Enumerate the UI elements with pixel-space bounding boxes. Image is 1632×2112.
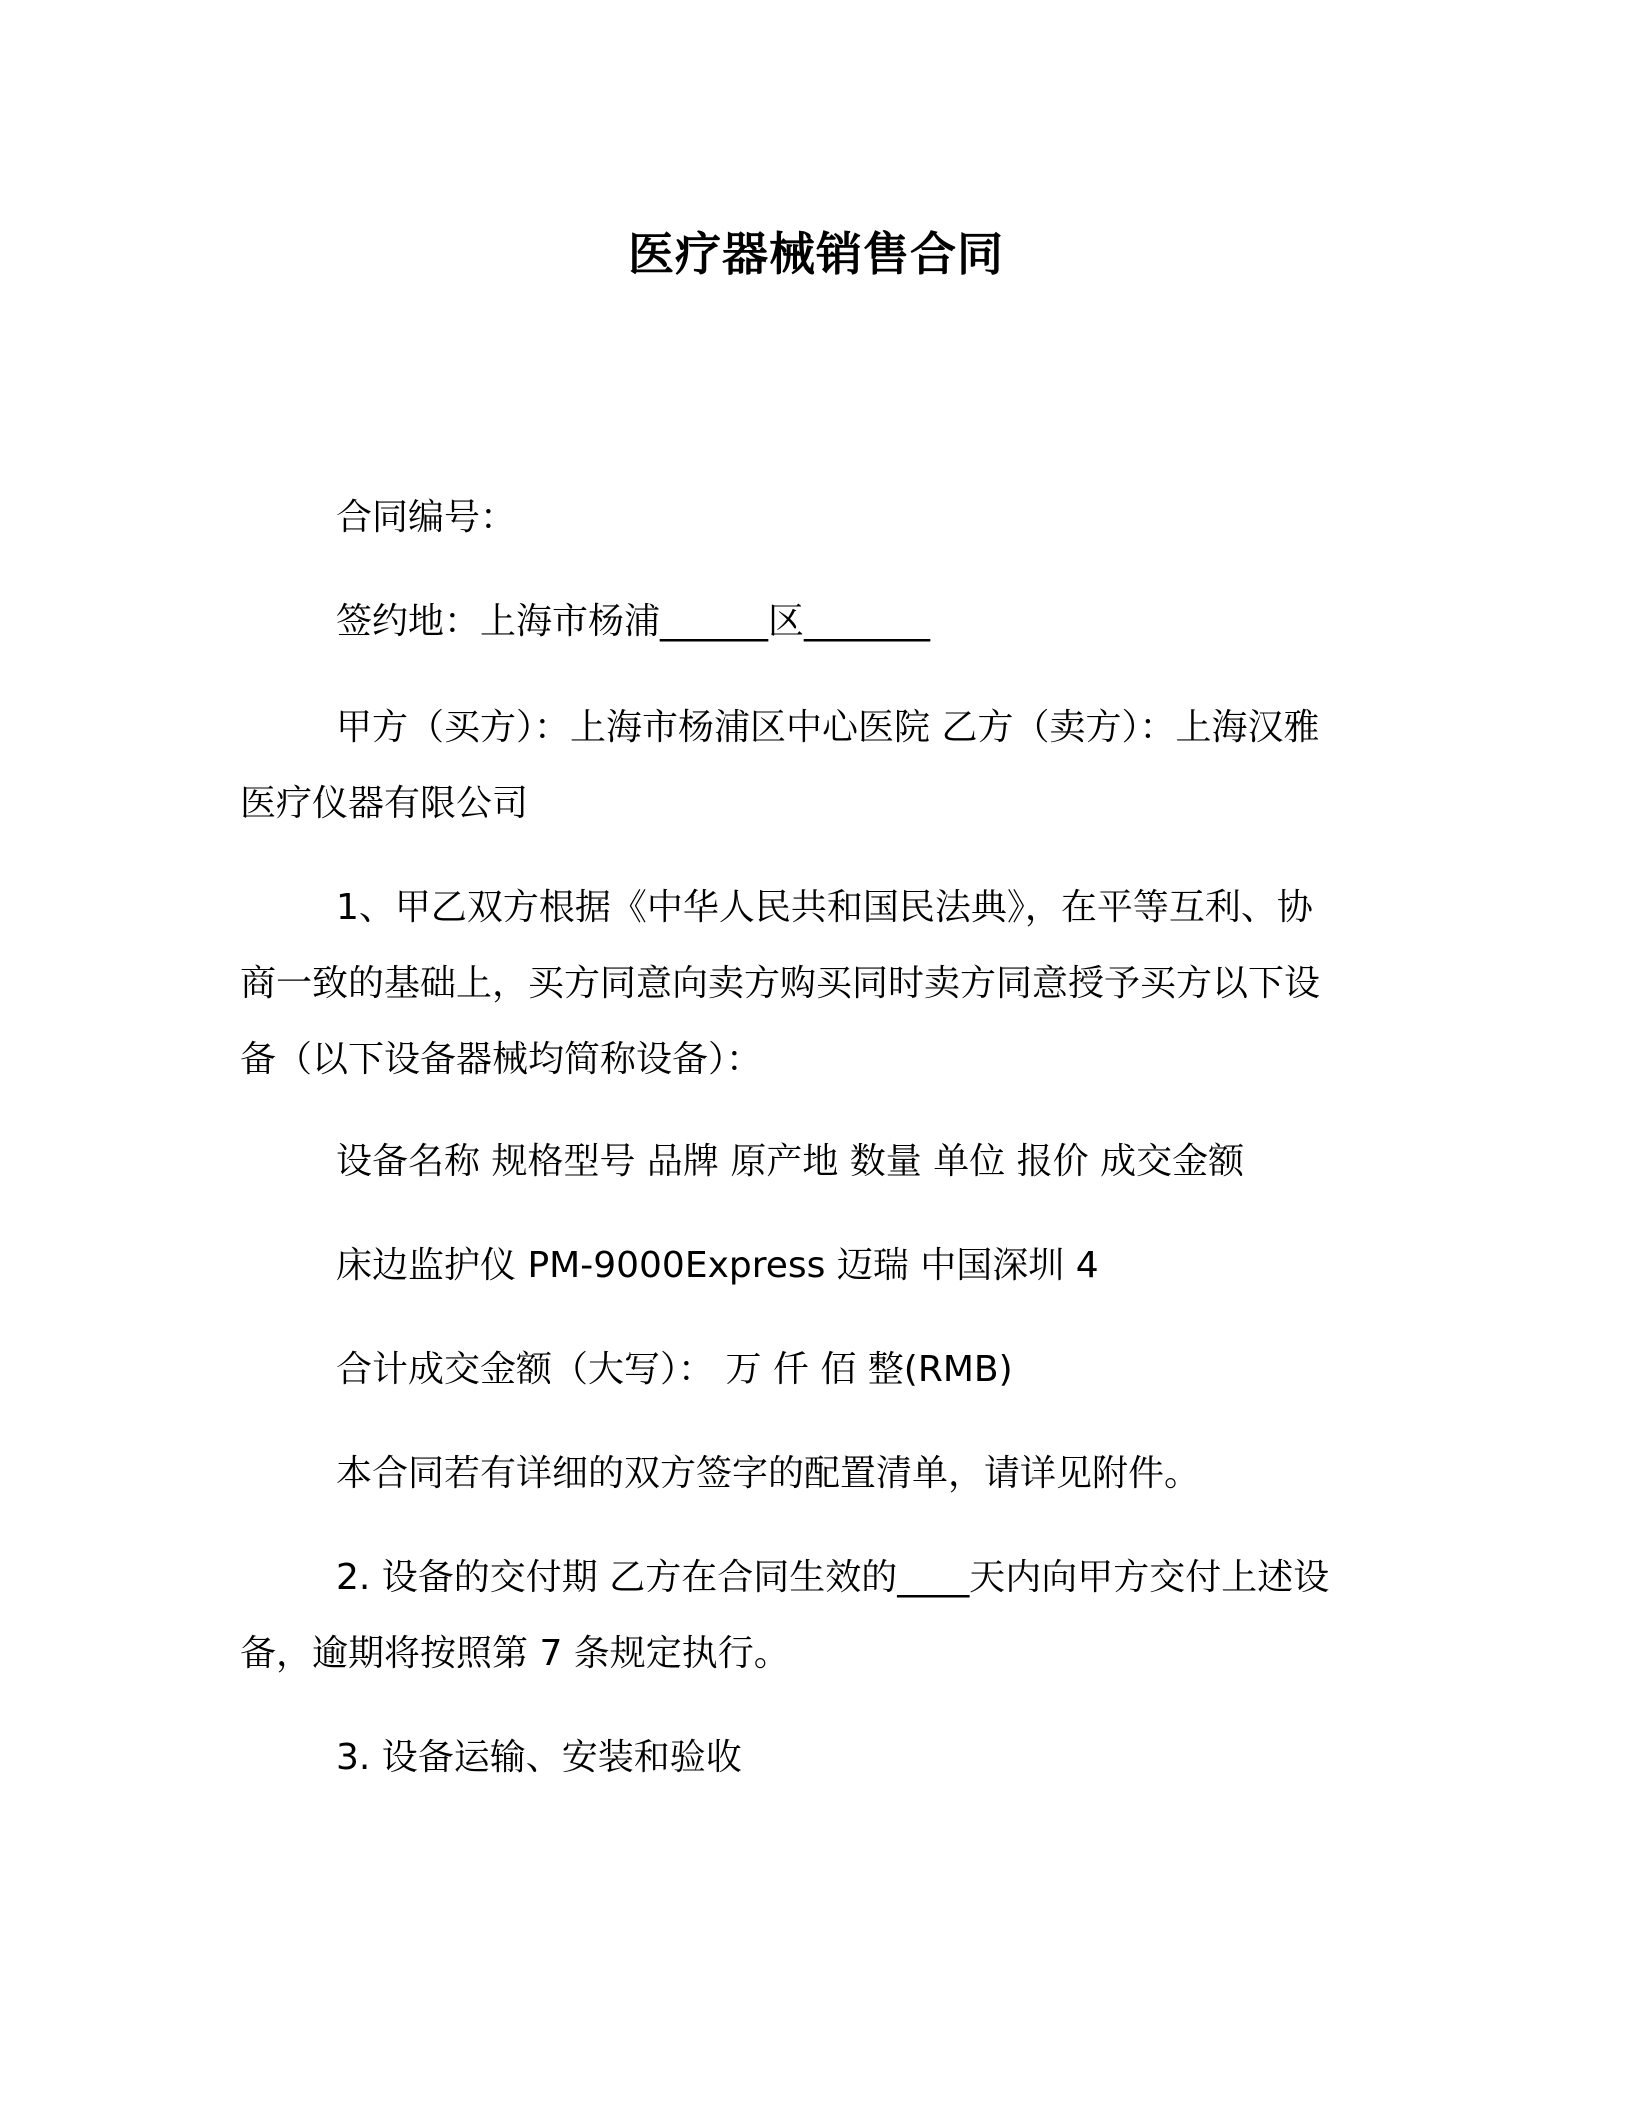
signing-place: 签约地：上海市杨浦______区_______ — [336, 601, 931, 642]
contract-number-label: 合同编号： — [336, 497, 517, 538]
clause-1-paragraph — [240, 870, 1390, 1098]
clause-1-line-1: 1、甲乙双方根据《中华人民共和国民法典》，在平等互利、协 — [336, 887, 1313, 928]
document-title: 医疗器械销售合同 — [628, 227, 1004, 281]
parties-paragraph — [240, 690, 1390, 842]
attachment-note: 本合同若有详细的双方签字的配置清单，请详见附件。 — [336, 1453, 1201, 1494]
clause-2-paragraph — [240, 1540, 1390, 1692]
clause-1-line-2: 商一致的基础上，买方同意向卖方购买同时卖方同意授予买方以下设 — [240, 963, 1321, 1004]
clause-2-line-1: 2. 设备的交付期 乙方在合同生效的____天内向甲方交付上述设 — [336, 1557, 1330, 1598]
equipment-table-row: 床边监护仪 PM-9000Express 迈瑞 中国深圳 4 — [336, 1245, 1099, 1286]
clause-2-line-2: 备，逾期将按照第 7 条规定执行。 — [240, 1633, 790, 1674]
total-amount-line: 合计成交金额（大写）： 万 仟 佰 整(RMB) — [336, 1349, 1013, 1390]
clause-1-line-3: 备（以下设备器械均简称设备）： — [240, 1039, 763, 1080]
parties-line-2: 医疗仪器有限公司 — [240, 783, 529, 824]
clause-3-heading: 3. 设备运输、安装和验收 — [336, 1737, 742, 1778]
parties-line-1: 甲方（买方）：上海市杨浦区中心医院 乙方（卖方）：上海汉雅 — [336, 707, 1320, 748]
equipment-table-header: 设备名称 规格型号 品牌 原产地 数量 单位 报价 成交金额 — [336, 1141, 1245, 1182]
